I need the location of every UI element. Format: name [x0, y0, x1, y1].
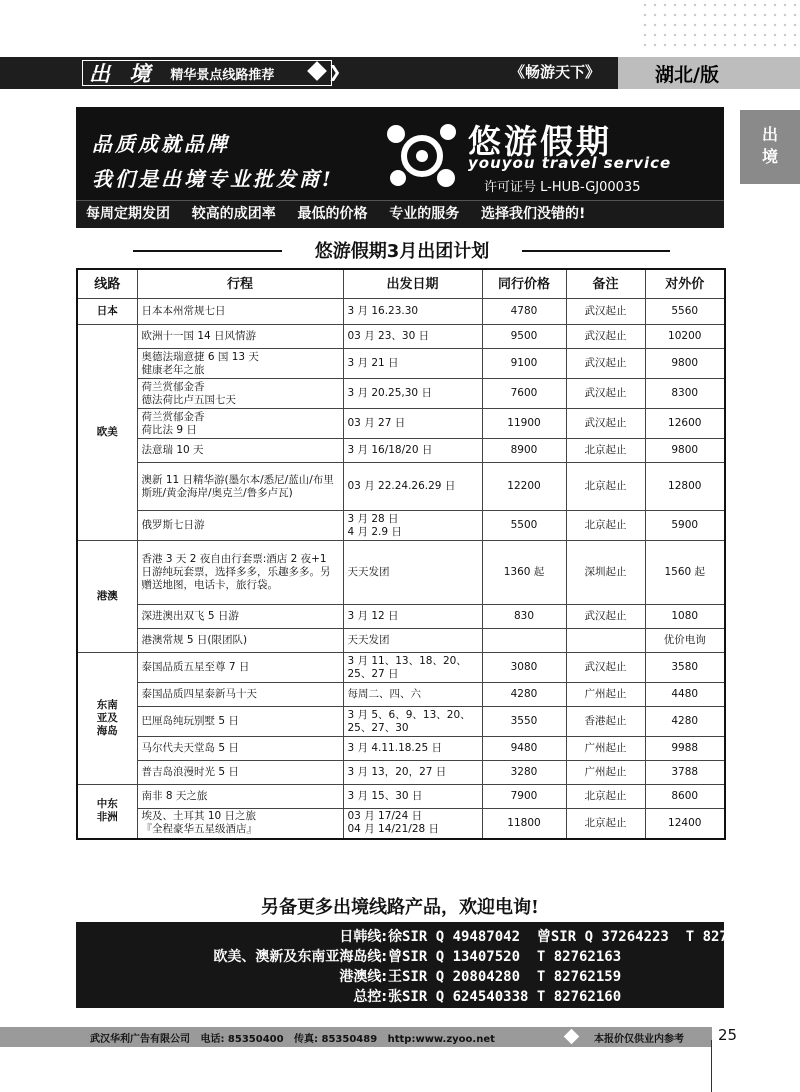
price-cell: 8300 — [645, 379, 725, 409]
note-cell: 武汉起止 — [566, 379, 645, 409]
note-cell: 广州起止 — [566, 683, 645, 707]
route-cell: 埃及、土耳其 10 日之旅 『全程豪华五星级酒店』 — [137, 809, 343, 839]
magazine-name: 《畅游天下》 — [510, 63, 601, 81]
note-cell: 北京起止 — [566, 439, 645, 463]
price-cell: 4480 — [645, 683, 725, 707]
table-row — [77, 785, 725, 809]
contact-row — [76, 966, 724, 986]
contact-row — [76, 986, 724, 1006]
note-cell: 武汉起止 — [566, 409, 645, 439]
route-cell: 泰国品质五星至尊 7 日 — [137, 653, 343, 683]
date-cell: 03 月 27 日 — [343, 409, 482, 439]
contact-row — [76, 946, 724, 966]
table-row — [77, 809, 725, 839]
date-cell: 03 月 22.24.26.29 日 — [343, 463, 482, 511]
peer-cell: 11900 — [482, 409, 566, 439]
table-header-row — [77, 269, 725, 299]
note-cell: 武汉起止 — [566, 653, 645, 683]
page-number: 25 — [718, 1026, 738, 1044]
price-cell: 9988 — [645, 737, 725, 761]
note-cell: 香港起止 — [566, 707, 645, 737]
note-cell: 武汉起止 — [566, 325, 645, 349]
route-cell: 法意瑞 10 天 — [137, 439, 343, 463]
peer-cell: 9480 — [482, 737, 566, 761]
note-cell: 北京起止 — [566, 809, 645, 839]
note-cell: 北京起止 — [566, 511, 645, 541]
date-cell: 3 月 12 日 — [343, 605, 482, 629]
ad-slogan-line1: 品质成就品牌 — [92, 132, 230, 156]
contact-value: 徐SIR Q 49487042 曾SIR Q 37264223 T 82762163 — [388, 929, 771, 945]
date-cell: 3 月 20.25,30 日 — [343, 379, 482, 409]
date-cell: 每周二、四、六 — [343, 683, 482, 707]
contact-label: 欧美、澳新及东南亚海岛线: — [213, 949, 387, 965]
route-cell: 深进澳出双飞 5 日游 — [137, 605, 343, 629]
table-row — [77, 349, 725, 379]
route-cell: 奥德法瑞意捷 6 国 13 天 健康老年之旅 — [137, 349, 343, 379]
region-cell: 欧美 — [77, 325, 137, 541]
route-cell: 俄罗斯七日游 — [137, 511, 343, 541]
region-cell: 港澳 — [77, 541, 137, 653]
date-cell: 3 月 28 日 4 月 2.9 日 — [343, 511, 482, 541]
column-header: 线路 — [77, 269, 137, 299]
ad-slogan-strip: 每周定期发团 较高的成团率 最低的价格 专业的服务 选择我们没错的! — [86, 206, 586, 222]
ad-slogan-line2: 我们是出境专业批发商! — [92, 167, 334, 191]
route-cell: 南非 8 天之旅 — [137, 785, 343, 809]
brand-logo-icon — [384, 118, 460, 194]
dot-pattern — [640, 0, 800, 52]
contact-value: 曾SIR Q 13407520 T 82762163 — [388, 949, 622, 965]
table-row — [77, 439, 725, 463]
price-cell: 9800 — [645, 349, 725, 379]
route-cell: 日本本州常规七日 — [137, 299, 343, 325]
table-row — [77, 299, 725, 325]
peer-cell: 3550 — [482, 707, 566, 737]
peer-cell: 9100 — [482, 349, 566, 379]
peer-cell: 5500 — [482, 511, 566, 541]
price-cell: 12800 — [645, 463, 725, 511]
peer-cell: 1360 起 — [482, 541, 566, 605]
table-row — [77, 325, 725, 349]
contact-row — [76, 926, 771, 946]
page-divider — [711, 1040, 712, 1092]
price-cell: 5900 — [645, 511, 725, 541]
section-label-box — [82, 60, 332, 86]
note-cell: 广州起止 — [566, 737, 645, 761]
note-cell: 深圳起止 — [566, 541, 645, 605]
date-cell: 3 月 15、30 日 — [343, 785, 482, 809]
date-cell: 3 月 11、13、18、20、25、27 日 — [343, 653, 482, 683]
peer-cell: 7900 — [482, 785, 566, 809]
price-cell: 5560 — [645, 299, 725, 325]
table-row — [77, 463, 725, 511]
table-row — [77, 653, 725, 683]
column-header: 出发日期 — [343, 269, 482, 299]
note-cell: 广州起止 — [566, 761, 645, 785]
region-cell: 东南 亚及 海岛 — [77, 653, 137, 785]
section-title: 出 境 — [89, 61, 157, 86]
peer-cell: 8900 — [482, 439, 566, 463]
route-cell: 泰国品质四星泰新马十天 — [137, 683, 343, 707]
more-products-text: 另备更多出境线路产品，欢迎电询! — [261, 897, 539, 918]
date-cell: 天天发团 — [343, 629, 482, 653]
price-cell: 12600 — [645, 409, 725, 439]
contact-label: 日韩线: — [339, 929, 387, 945]
peer-cell: 3280 — [482, 761, 566, 785]
region-cell: 中东 非洲 — [77, 785, 137, 839]
note-cell — [566, 629, 645, 653]
column-header: 对外价 — [645, 269, 725, 299]
chevron-right-icon: ❯ — [328, 62, 342, 81]
column-header: 行程 — [137, 269, 343, 299]
route-cell: 普吉岛浪漫时光 5 日 — [137, 761, 343, 785]
table-row — [77, 511, 725, 541]
price-cell: 9800 — [645, 439, 725, 463]
column-header: 备注 — [566, 269, 645, 299]
contact-label: 总控: — [353, 989, 387, 1005]
route-cell: 马尔代夫天堂岛 5 日 — [137, 737, 343, 761]
price-cell: 优价电询 — [645, 629, 725, 653]
title-rule-left — [133, 250, 282, 252]
section-subtitle: 精华景点线路推荐 — [170, 67, 275, 83]
peer-cell: 11800 — [482, 809, 566, 839]
price-cell: 3788 — [645, 761, 725, 785]
price-cell: 10200 — [645, 325, 725, 349]
license-number: 许可证号 L-HUB-GJ00035 — [484, 180, 641, 195]
peer-cell: 7600 — [482, 379, 566, 409]
contact-value: 张SIR Q 624540338 T 82762160 — [388, 989, 622, 1005]
side-tab-label: 出 境 — [761, 125, 778, 166]
table-row — [77, 541, 725, 605]
peer-cell: 830 — [482, 605, 566, 629]
region-cell: 日本 — [77, 299, 137, 325]
table-row — [77, 707, 725, 737]
table-row — [77, 683, 725, 707]
contact-label: 港澳线: — [339, 969, 387, 985]
note-cell: 武汉起止 — [566, 605, 645, 629]
side-tab — [740, 110, 800, 184]
peer-cell: 4780 — [482, 299, 566, 325]
route-cell: 澳新 11 日精华游(墨尔本/悉尼/蓝山/布里斯班/黄金海岸/奥克兰/鲁多卢瓦) — [137, 463, 343, 511]
date-cell: 03 月 23、30 日 — [343, 325, 482, 349]
brand-name: 悠游假期 — [468, 122, 612, 161]
date-cell: 3 月 4.11.18.25 日 — [343, 737, 482, 761]
table-row — [77, 379, 725, 409]
footer-company: 武汉华利广告有限公司 电话: 85350400 传真: 85350489 http:www.zyoo.net — [90, 1034, 495, 1045]
price-cell: 1080 — [645, 605, 725, 629]
edition-label: 湖北/版 — [655, 64, 719, 86]
note-cell: 武汉起止 — [566, 349, 645, 379]
peer-cell: 12200 — [482, 463, 566, 511]
table-body — [77, 299, 725, 839]
price-cell: 1560 起 — [645, 541, 725, 605]
date-cell: 3 月 21 日 — [343, 349, 482, 379]
route-cell: 巴厘岛纯玩别墅 5 日 — [137, 707, 343, 737]
date-cell: 3 月 13，20，27 日 — [343, 761, 482, 785]
page-title: 悠游假期3月出团计划 — [314, 241, 490, 262]
brand-name-en: youyou travel service — [468, 154, 672, 172]
peer-cell: 4280 — [482, 683, 566, 707]
peer-cell — [482, 629, 566, 653]
note-cell: 北京起止 — [566, 463, 645, 511]
route-cell: 欧洲十一国 14 日风情游 — [137, 325, 343, 349]
table-row — [77, 409, 725, 439]
date-cell: 03 月 17/24 日 04 月 14/21/28 日 — [343, 809, 482, 839]
table-row — [77, 761, 725, 785]
table-row — [77, 629, 725, 653]
tour-plan-table — [76, 268, 726, 840]
price-cell: 3580 — [645, 653, 725, 683]
route-cell: 荷兰赏郁金香 荷比法 9 日 — [137, 409, 343, 439]
date-cell: 天天发团 — [343, 541, 482, 605]
date-cell: 3 月 16/18/20 日 — [343, 439, 482, 463]
route-cell: 香港 3 天 2 夜自由行套票:酒店 2 夜+1 日游纯玩套票，选择多多，乐趣多多。另赠送地图，电话卡，旅行袋。 — [137, 541, 343, 605]
footer-note: 本报价仅供业内参考 — [594, 1034, 684, 1045]
route-cell: 荷兰赏郁金香 德法荷比卢五国七天 — [137, 379, 343, 409]
route-cell: 港澳常规 5 日(限团队) — [137, 629, 343, 653]
peer-cell: 9500 — [482, 325, 566, 349]
date-cell: 3 月 16.23.30 — [343, 299, 482, 325]
note-cell: 北京起止 — [566, 785, 645, 809]
table-row — [77, 737, 725, 761]
note-cell: 武汉起止 — [566, 299, 645, 325]
peer-cell: 3080 — [482, 653, 566, 683]
contact-value: 王SIR Q 20804280 T 82762159 — [388, 969, 622, 985]
price-cell: 8600 — [645, 785, 725, 809]
title-rule-right — [522, 250, 670, 252]
table-row — [77, 605, 725, 629]
price-cell: 12400 — [645, 809, 725, 839]
date-cell: 3 月 5、6、9、13、20、25、27、30 — [343, 707, 482, 737]
column-header: 同行价格 — [482, 269, 566, 299]
price-cell: 4280 — [645, 707, 725, 737]
